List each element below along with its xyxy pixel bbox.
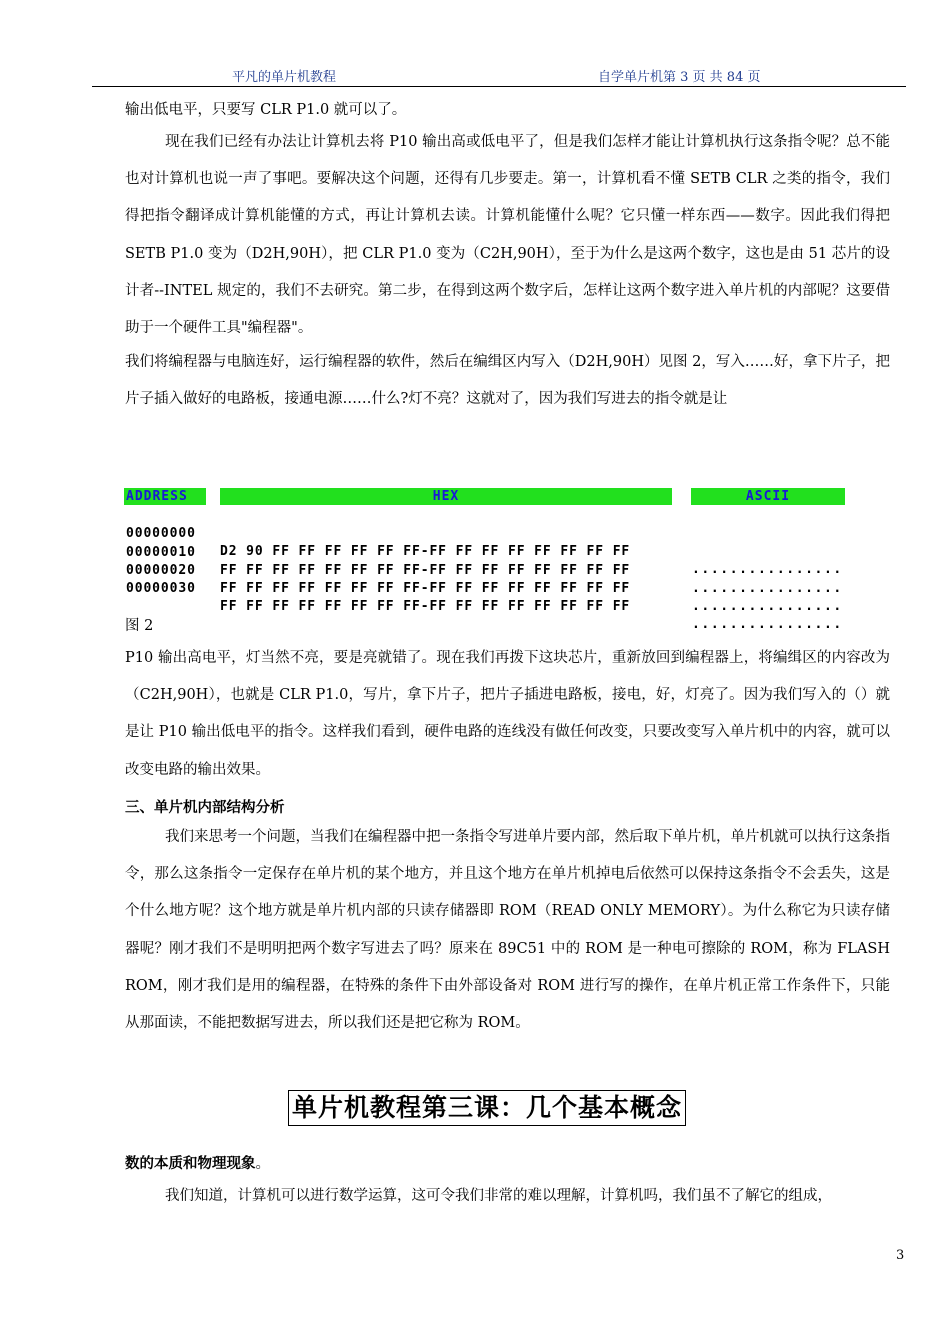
hex-row-bytes: FF FF FF FF FF FF FF FF-FF FF FF FF FF FF FF FF xyxy=(220,563,631,578)
hex-row-bytes: D2 90 FF FF FF FF FF FF-FF FF FF FF FF FF FF FF xyxy=(220,544,631,559)
paragraph-4-text: P10 输出高电平，灯当然不亮，要是亮就错了。现在我们再拨下这块芯片，重新放回到编程器上，将编缉区的内容改为（C2H,90H），也就是 CLR P1.0，写片，拿下片子，把片子插进电路板，接电，好，灯亮了。因为我们写入的（）就是让 P10 输出低电平的指令。这样我们看到，硬件电路的连线没有做任何改变，只要改变写入单片机中的内容，就可以改变电路的输出效果。 xyxy=(125,650,890,778)
paragraph-3 xyxy=(125,344,890,418)
paragraph-6-text: 我们知道，计算机可以进行数学运算，这可令我们非常的难以理解，计算机吗，我们虽不了解它的组成， xyxy=(165,1188,832,1204)
sub-heading-bold: 数的本质和物理现象 xyxy=(125,1156,256,1172)
hex-row-ascii: ................ xyxy=(692,581,843,596)
sub-heading-tail: 。 xyxy=(255,1156,270,1172)
figure-caption: 图 2 xyxy=(125,618,154,634)
lesson-title: 单片机教程第三课：几个基本概念 xyxy=(288,1090,686,1126)
hex-row-ascii: ................ xyxy=(692,562,843,577)
hex-row-address: 00000000 xyxy=(126,526,196,541)
hex-address-header: ADDRESS xyxy=(124,488,206,505)
paragraph-4 xyxy=(125,640,890,789)
paragraph-5-text: 我们来思考一个问题，当我们在编程器中把一条指令写进单片要内部，然后取下单片机，单片机就可以执行这条指令，那么这条指令一定保存在单片机的某个地方，并且这个地方在单片机掉电后依然可以保持这条指令不会丢失，这是个什么地方呢？这个地方就是单片机内部的只读存储器即 ROM（READ ONLY MEMORY）。为什么称它为只读存储器呢？刚才我们不是明明把两个数字写进去了吗？原来在 89C51 中的 ROM 是一种电可擦除的 ROM，称为 FLASH ROM，刚才我们是用的编程器，在特殊的条件下由外部设备对 ROM 进行写的操作，在单片机正常工作条件下，只能从那面读，不能把数据写进去，所以我们还是把它称为 ROM。 xyxy=(125,829,890,1032)
header-left-title: 平凡的单片机教程 xyxy=(232,70,337,85)
paragraph-6 xyxy=(125,1178,890,1215)
hex-row-address: 00000030 xyxy=(126,581,196,596)
header-page-info: 自学单片机第 3 页 共 84 页 xyxy=(598,70,761,85)
paragraph-1-text: 输出低电平，只要写 CLR P1.0 就可以了。 xyxy=(125,102,407,118)
hex-ascii-header: ASCII xyxy=(691,488,845,505)
paragraph-2 xyxy=(125,124,890,347)
paragraph-2-text: 现在我们已经有办法让计算机去将 P10 输出高或低电平了，但是我们怎样才能让计算机执行这条指令呢？总不能也对计算机也说一声了事吧。要解决这个问题，还得有几步要走。第一，计算机看不懂 SETB CLR 之类的指令，我们得把指令翻译成计算机能懂的方式，再让计算机去读。计算机能懂什么呢？它只懂一样东西——数字。因此我们得把 SETB P1.0 变为（D2H,90H），把 CLR P1.0 变为（C2H,90H），至于为什么是这两个数字，这也是由 51 芯片的设计者--INTEL 规定的，我们不去研究。第二步，在得到这两个数字后，怎样让这两个数字进入单片机的内部呢？这要借助于一个硬件工具"编程器"。 xyxy=(125,134,890,337)
page-number: 3 xyxy=(896,1248,905,1263)
hex-row-address: 00000010 xyxy=(126,545,196,560)
sub-heading xyxy=(125,1152,270,1173)
section-heading: 三、单片机内部结构分析 xyxy=(125,800,285,816)
hex-row-bytes: FF FF FF FF FF FF FF FF-FF FF FF FF FF FF FF FF xyxy=(220,599,631,614)
hex-row-bytes: FF FF FF FF FF FF FF FF-FF FF FF FF FF FF FF FF xyxy=(220,581,631,596)
paragraph-3-text: 我们将编程器与电脑连好，运行编程器的软件，然后在编缉区内写入（D2H,90H）见图 2，写入……好，拿下片子，把片子插入做好的电路板，接通电源……什么?灯不亮？这就对了，因为我们写进去的指令就是让 xyxy=(125,354,890,408)
hex-row-address: 00000020 xyxy=(126,563,196,578)
paragraph-5 xyxy=(125,819,890,1042)
hex-row-ascii: ................ xyxy=(692,617,843,632)
hex-bytes-header: HEX xyxy=(220,488,672,505)
header-divider xyxy=(92,86,906,87)
hex-row-ascii: ................ xyxy=(692,599,843,614)
